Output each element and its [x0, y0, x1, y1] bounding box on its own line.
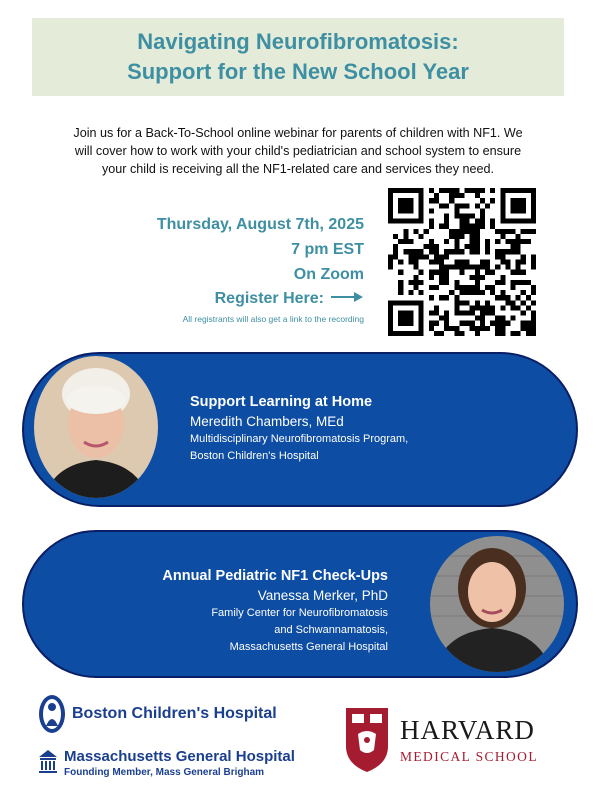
- arrow-right-icon: [330, 287, 364, 311]
- intro-line-1: Join us for a Back-To-School online webinar for parents of children with NF1. We: [73, 126, 523, 140]
- qr-code[interactable]: [388, 188, 536, 336]
- event-platform: On Zoom: [293, 266, 364, 283]
- mgh-logo: [38, 748, 295, 779]
- harvard-medical-school-logo: [344, 706, 538, 774]
- event-time: 7 pm EST: [291, 241, 364, 258]
- speaker-1-affiliation-1: Multidisciplinary Neurofibromatosis Program,: [190, 433, 409, 445]
- mgh-name: Massachusetts General Hospital: [64, 748, 295, 765]
- event-details: [157, 212, 364, 326]
- speaker-text-2: [162, 566, 388, 656]
- boston-childrens-logo: [38, 694, 277, 734]
- intro-line-2: will cover how to work with your child's pediatrician and school system to ensure: [74, 144, 522, 158]
- intro-line-3: your child is receiving all the NF1-related care and services they need.: [102, 162, 494, 176]
- bch-name: Boston Children's Hospital: [72, 705, 277, 722]
- harvard-shield-icon: [344, 706, 390, 774]
- recording-note: All registrants will also get a link to the recording: [182, 314, 364, 324]
- mgh-subtitle: Founding Member, Mass General Brigham: [64, 767, 265, 778]
- speaker-2-affiliation-1: Family Center for Neurofibromatosis: [211, 607, 388, 619]
- intro-paragraph: [22, 124, 574, 178]
- speaker-text-1: [190, 392, 408, 465]
- speaker-2-name: Vanessa Merker, PhD: [257, 588, 388, 603]
- register-link[interactable]: [157, 287, 364, 311]
- speaker-photo-2: [430, 536, 564, 672]
- title-line-2: Support for the New School Year: [127, 59, 469, 84]
- title-line-1: Navigating Neurofibromatosis:: [137, 29, 459, 54]
- speaker-2-affiliation-2: and Schwannamatosis,: [274, 624, 388, 636]
- mgh-building-icon: [38, 748, 58, 774]
- speaker-1-affiliation-2: Boston Children's Hospital: [190, 450, 319, 462]
- register-label: Register Here:: [214, 290, 324, 307]
- bch-emblem-icon: [38, 694, 66, 734]
- harvard-wordmark: HARVARD: [400, 715, 535, 745]
- title-banner: [32, 18, 564, 96]
- speaker-2-topic: Annual Pediatric NF1 Check-Ups: [162, 568, 388, 584]
- speaker-photo-1: [34, 356, 158, 498]
- event-date: Thursday, August 7th, 2025: [156, 216, 364, 233]
- speaker-1-name: Meredith Chambers, MEd: [190, 414, 344, 429]
- speaker-1-topic: Support Learning at Home: [190, 394, 373, 410]
- medical-school-wordmark: MEDICAL SCHOOL: [400, 749, 538, 764]
- speaker-2-affiliation-3: Massachusetts General Hospital: [229, 641, 388, 653]
